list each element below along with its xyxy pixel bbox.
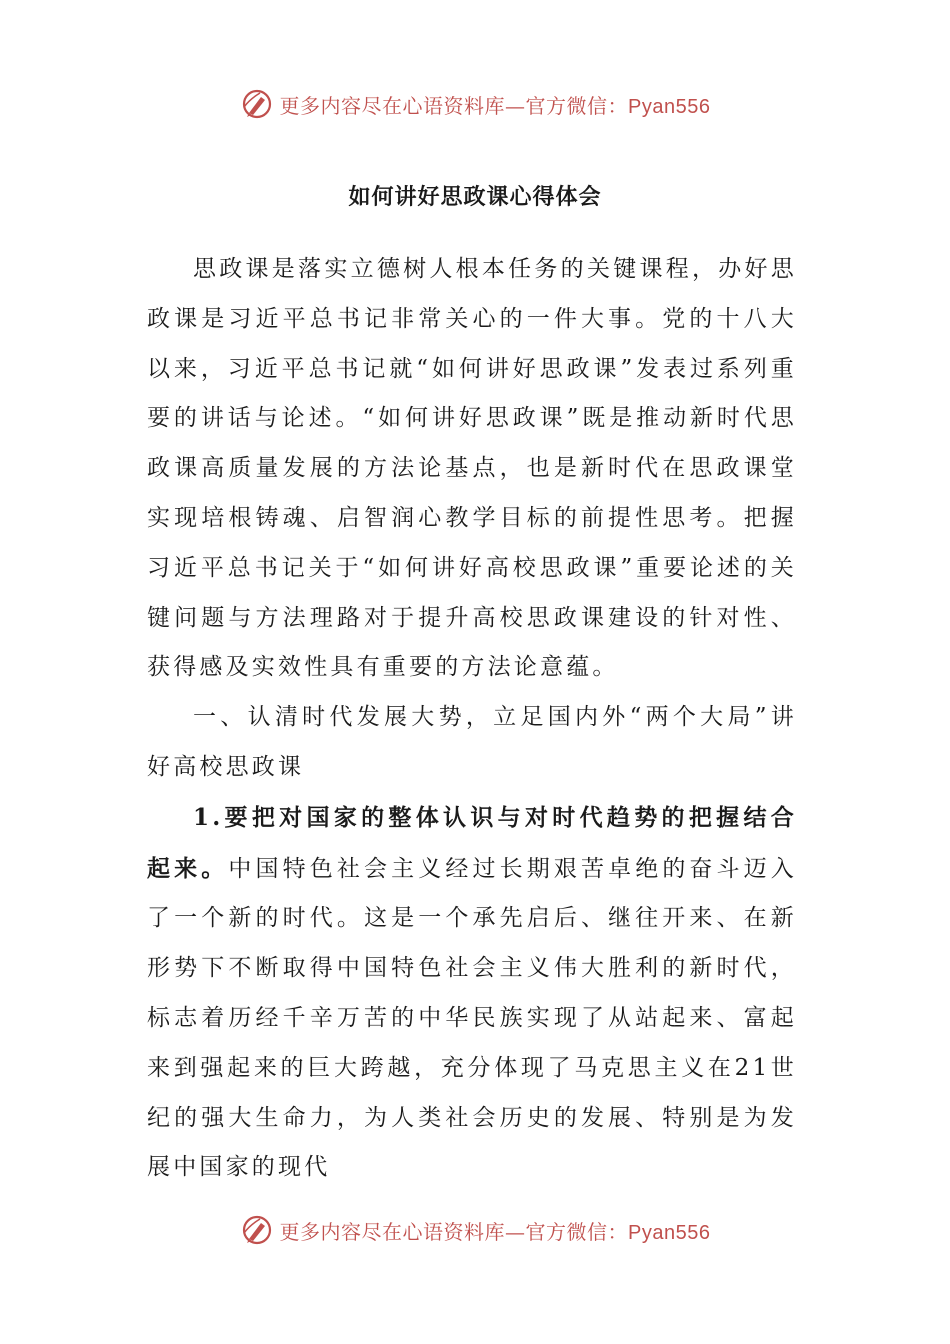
watermark-account: Pyan556 xyxy=(628,95,711,118)
header-watermark xyxy=(0,84,950,124)
paragraph-intro xyxy=(147,245,797,693)
watermark-text: 更多内容尽在心语资料库—官方微信：Pyan556 xyxy=(279,1219,711,1244)
footer-watermark xyxy=(0,1210,950,1250)
paragraph-point-1 xyxy=(147,793,797,1193)
document-title: 如何讲好思政课心得体会 xyxy=(348,184,602,210)
document-body xyxy=(147,245,797,1193)
paragraph-bold-lead: 1.要把对国家的整体认识与对时代趋势的把握结合起来。 xyxy=(147,803,797,882)
paragraph-text: 中国特色社会主义经过长期艰苦卓绝的奋斗迈入了一个新的时代。这是一个承先启后、继往开来、在新形势下不断取得中国特色社会主义伟大胜利的新时代，标志着历经千辛万苦的中华民族实现了从站起来、富起来到强起来的巨大跨越，充分体现了马克思主义在21世纪的强大生命力，为人类社会历史的发展、特别是为发展中国家的现代 xyxy=(147,855,797,1181)
paragraph-section-heading xyxy=(147,693,797,793)
paragraph-text: 一、认清时代发展大势，立足国内外“两个大局”讲好高校思政课 xyxy=(147,704,797,780)
paragraph-text: 思政课是落实立德树人根本任务的关键课程，办好思政课是习近平总书记非常关心的一件大事。党的十八大以来，习近平总书记就“如何讲好思政课”发表过系列重要的讲话与论述。“如何讲好思政课”既是推动新时代思政课高质量发展的方法论基点，也是新时代在思政课堂实现培根铸魂、启智润心教学目标的前提性思考。把握习近平总书记关于“如何讲好高校思政课”重要论述的关键问题与方法理路对于提升高校思政课建设的针对性、获得感及实效性具有重要的方法论意蕴。 xyxy=(147,256,797,681)
pen-circle-logo-icon xyxy=(240,1213,274,1247)
watermark-account: Pyan556 xyxy=(628,1221,711,1244)
pen-circle-logo-icon xyxy=(240,87,274,121)
watermark-text: 更多内容尽在心语资料库—官方微信：Pyan556 xyxy=(279,93,711,118)
